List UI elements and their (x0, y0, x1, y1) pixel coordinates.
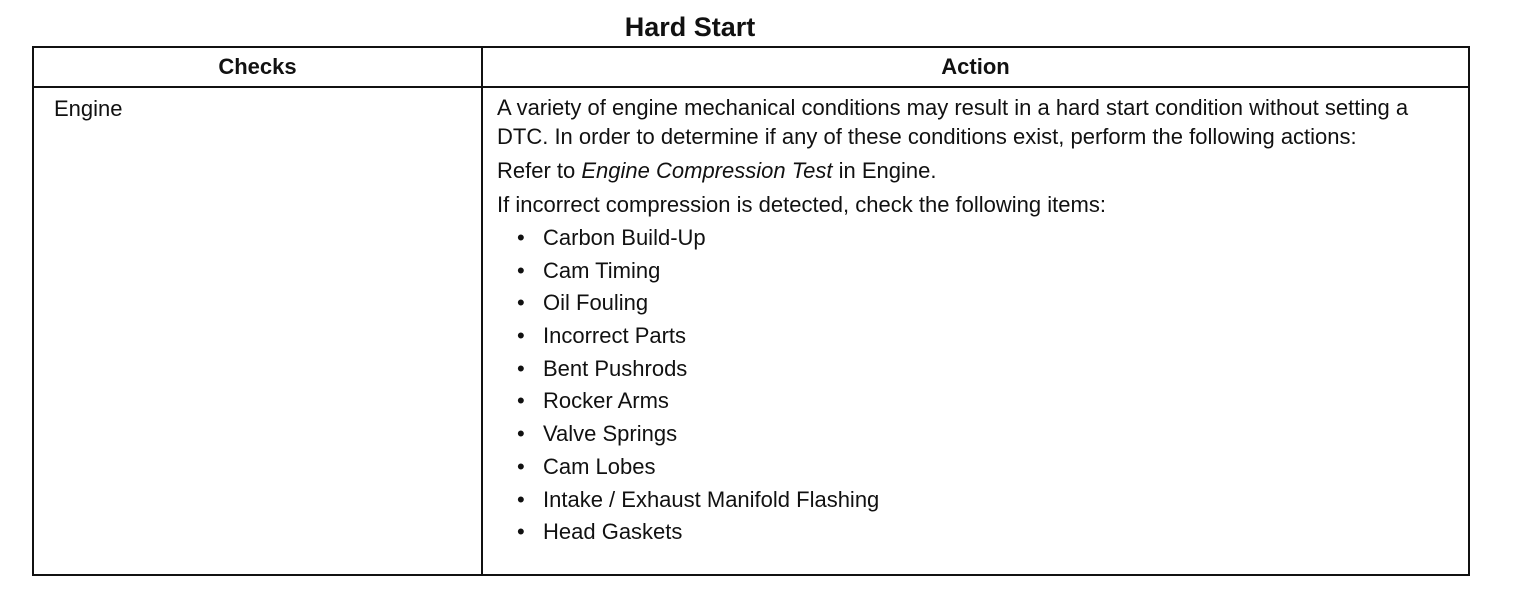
list-item-text: Cam Timing (543, 257, 661, 283)
refer-paragraph (497, 156, 1454, 185)
check-cell: Engine (33, 87, 482, 575)
list-item (517, 353, 1454, 386)
table-row (33, 87, 1469, 575)
list-item (517, 418, 1454, 451)
list-item (517, 484, 1454, 517)
check-items-list (497, 222, 1454, 549)
bullet-icon: • (517, 355, 525, 381)
list-item-text: Intake / Exhaust Manifold Flashing (543, 486, 880, 512)
list-item-text: Oil Fouling (543, 290, 649, 316)
list-item-text: Carbon Build-Up (543, 225, 706, 250)
list-item (517, 320, 1454, 353)
bullet-icon: • (517, 225, 525, 250)
list-item (517, 516, 1454, 549)
list-item (517, 222, 1454, 255)
check-prompt: If incorrect compression is detected, check the following items: (497, 192, 1106, 217)
intro-paragraph: A variety of engine mechanical conditions may result in a hard start condition without setting a DTC. In order to determine if any of these conditions exist, perform the following actions: (497, 95, 1409, 149)
action-cell (482, 87, 1469, 575)
bullet-icon: • (517, 323, 525, 349)
bullet-icon: • (517, 388, 525, 414)
bullet-icon: • (517, 421, 525, 447)
list-item-text: Incorrect Parts (543, 323, 687, 349)
bullet-icon: • (517, 290, 525, 316)
checks-column-header: Checks (33, 47, 482, 87)
header-row (33, 47, 1469, 87)
list-item-text: Bent Pushrods (543, 355, 688, 381)
refer-prefix: Refer to (497, 158, 582, 183)
page-title: Hard Start (624, 12, 756, 42)
refer-suffix: in Engine. (832, 158, 937, 183)
list-item (517, 255, 1454, 288)
list-item (517, 287, 1454, 320)
hard-start-table (32, 46, 1470, 576)
bullet-icon: • (517, 453, 525, 479)
refer-link-text: Engine Compression Test (581, 158, 833, 183)
action-column-header: Action (482, 47, 1469, 87)
bullet-icon: • (517, 519, 525, 545)
list-item-text: Cam Lobes (543, 453, 656, 479)
bullet-icon: • (517, 257, 525, 283)
list-item (517, 451, 1454, 484)
list-item-text: Rocker Arms (543, 388, 669, 414)
list-item (517, 385, 1454, 418)
list-item-text: Valve Springs (543, 421, 678, 447)
list-item-text: Head Gaskets (543, 519, 683, 545)
bullet-icon: • (517, 486, 525, 512)
